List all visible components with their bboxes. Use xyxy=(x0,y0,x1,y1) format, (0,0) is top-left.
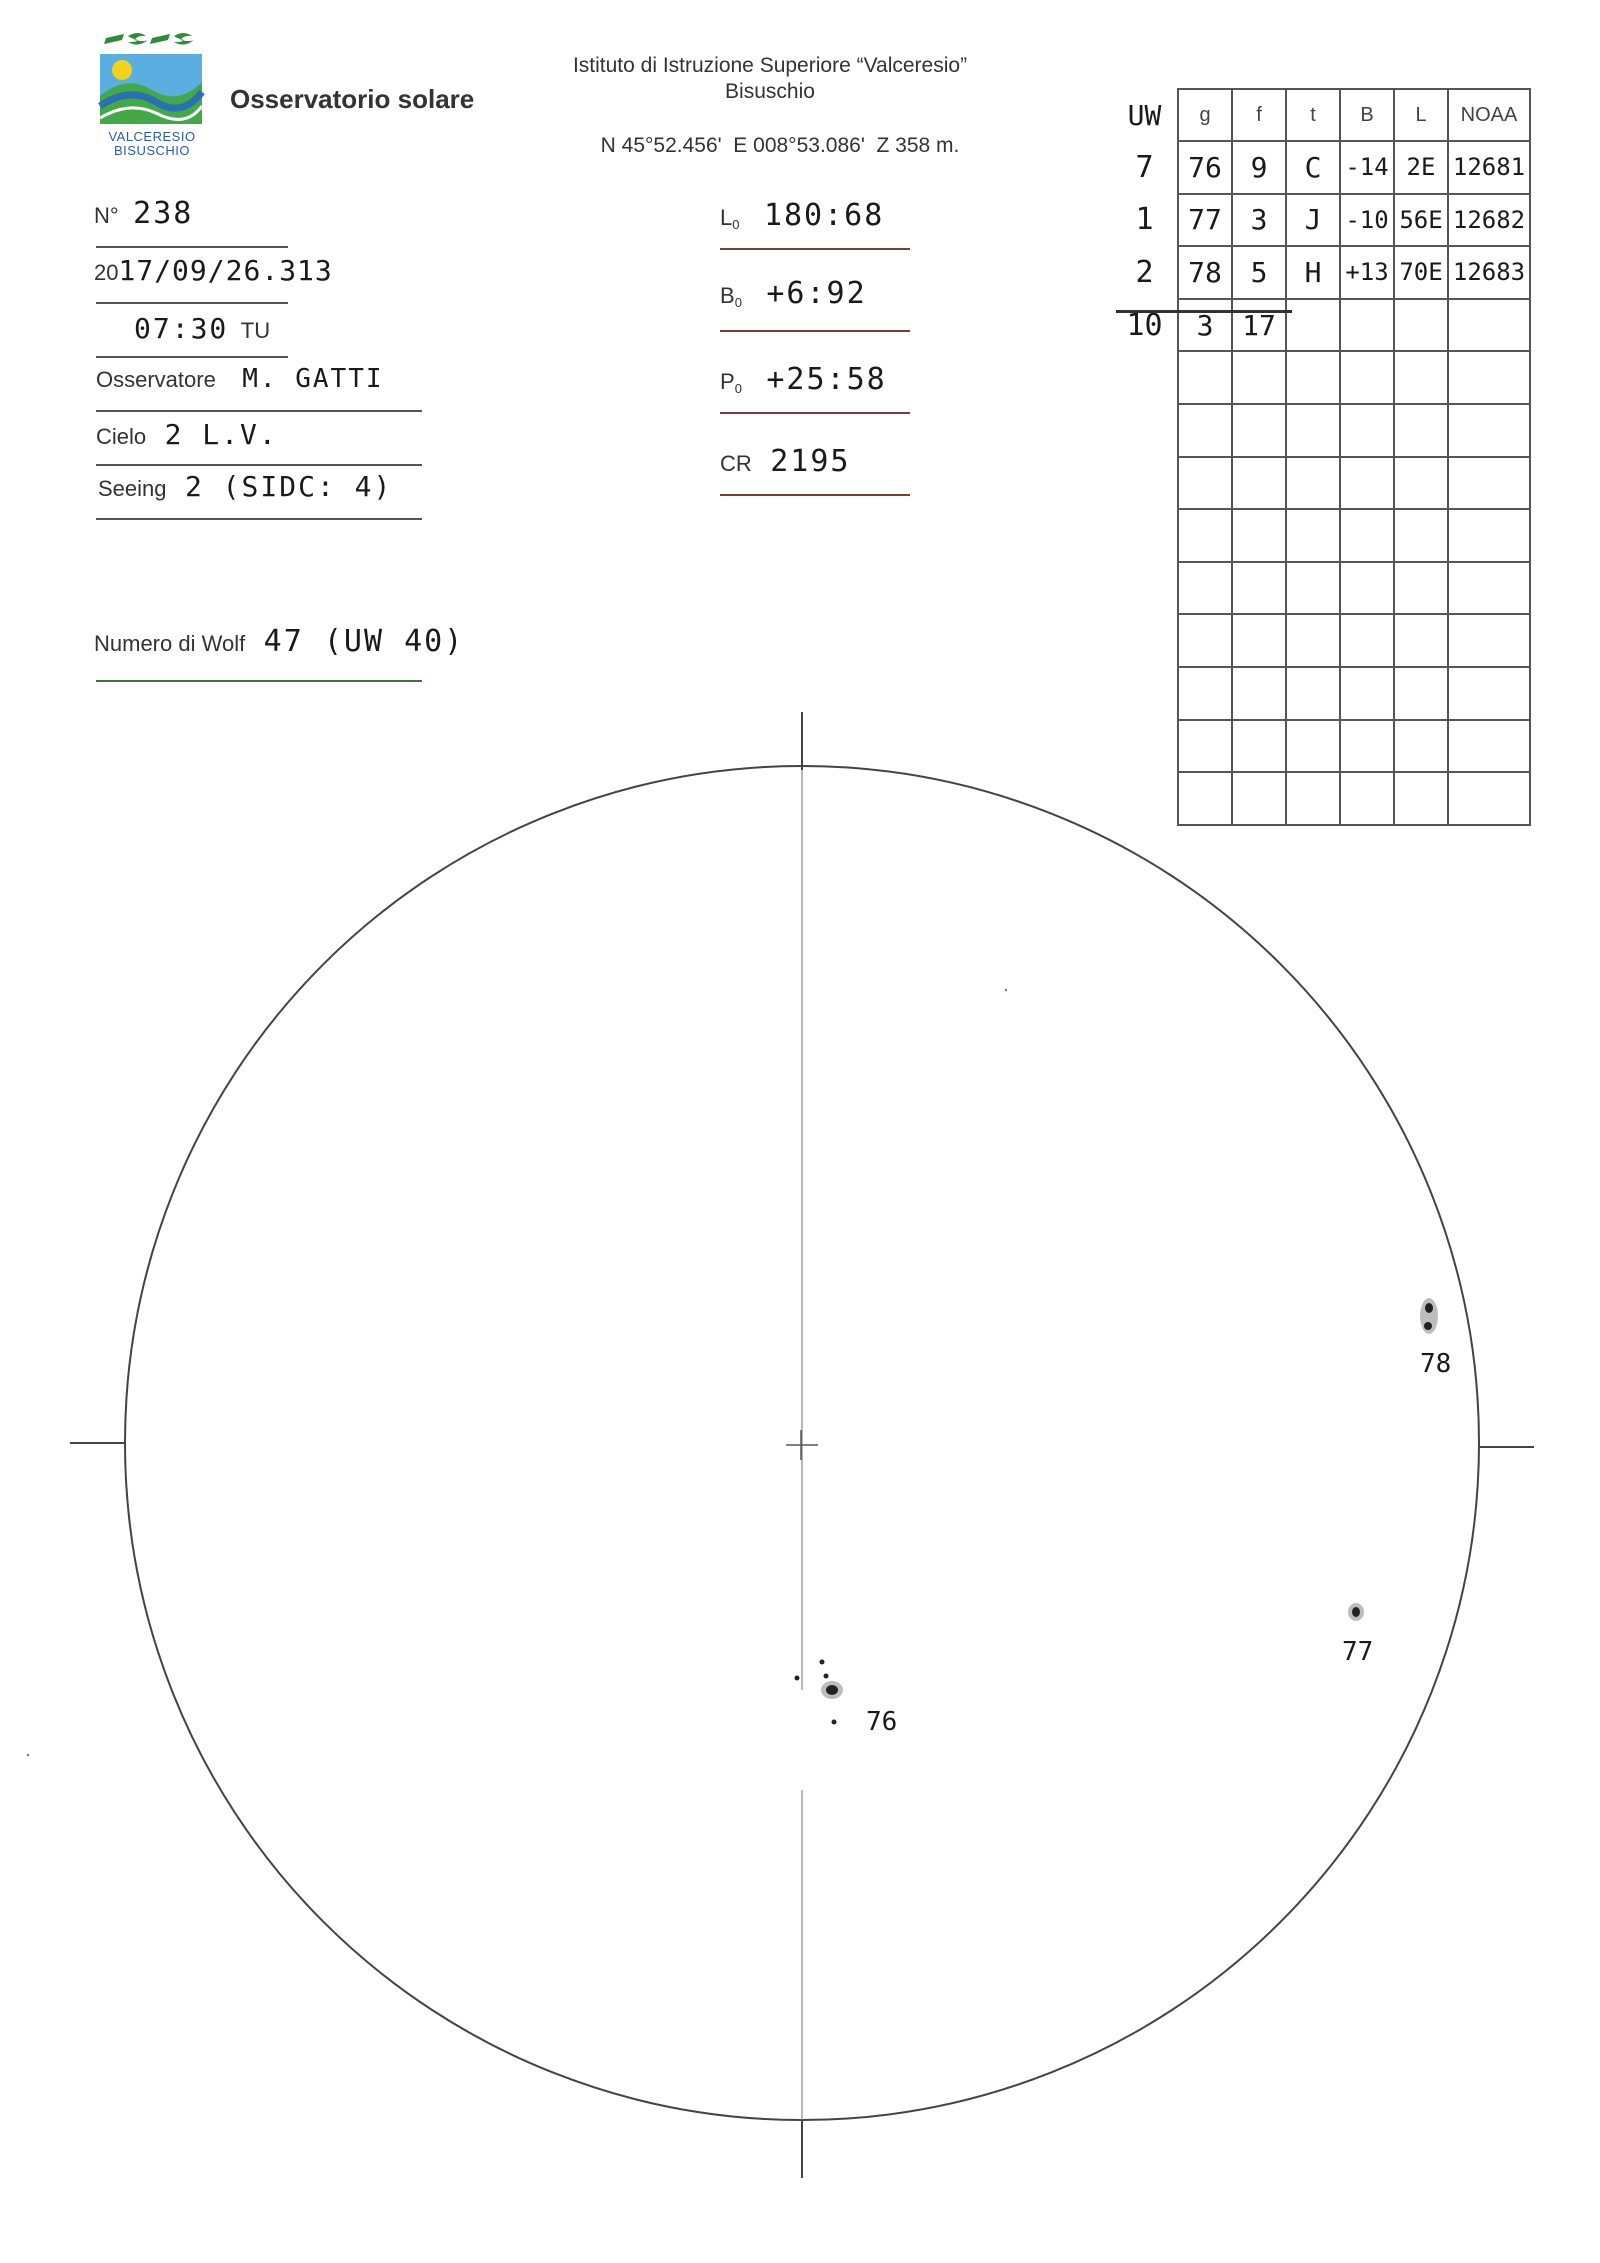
cell-empty xyxy=(1286,404,1340,457)
l0-label: L xyxy=(720,205,733,230)
cell-empty xyxy=(1394,509,1448,562)
cell-empty xyxy=(1232,404,1286,457)
b0-label: B xyxy=(720,283,735,308)
cr-value: 2195 xyxy=(770,444,851,479)
record-number-label: N° xyxy=(94,203,119,228)
cell-empty xyxy=(1178,562,1232,615)
cell-empty xyxy=(1340,562,1394,615)
cell-uw: 2 xyxy=(1135,254,1154,290)
p0-value: +25:58 xyxy=(766,362,887,397)
b0-value: +6:92 xyxy=(766,276,867,311)
cell-l: 56E xyxy=(1394,194,1448,247)
cell-f: 3 xyxy=(1232,194,1286,247)
p0-label: P xyxy=(720,369,735,394)
cell-uw: 1 xyxy=(1135,202,1154,238)
cell-t xyxy=(1286,299,1340,352)
cell-empty xyxy=(1340,457,1394,510)
cell-b: -10 xyxy=(1340,194,1394,247)
cell-g: 3 xyxy=(1178,299,1232,352)
cell-g: 78 xyxy=(1178,246,1232,299)
header-uw: UW xyxy=(1127,98,1162,132)
cell-empty xyxy=(1286,614,1340,667)
cell-empty xyxy=(1394,404,1448,457)
table-row-empty xyxy=(1112,404,1530,457)
cell-b: +13 xyxy=(1340,246,1394,299)
table-row xyxy=(1112,299,1530,352)
rule-wolf xyxy=(96,680,422,682)
record-number xyxy=(94,196,193,231)
observatory-title: Osservatorio solare xyxy=(230,84,475,114)
cell-empty xyxy=(1232,562,1286,615)
sky-label: Cielo xyxy=(96,424,147,449)
cell-empty xyxy=(1340,614,1394,667)
institute-town: Bisuschio xyxy=(725,80,815,103)
institute-name: Istituto di Istruzione Superiore “Valceresio” xyxy=(572,54,968,77)
wolf-value: 47 (UW 40) xyxy=(263,624,465,659)
b0-sub: 0 xyxy=(734,295,742,311)
observer-value: M. GATTI xyxy=(242,364,384,394)
institute-logo xyxy=(96,26,208,160)
table-row xyxy=(1112,141,1530,194)
cell-empty xyxy=(1394,614,1448,667)
observer-field xyxy=(96,364,384,394)
rule-p0 xyxy=(720,412,910,414)
cell-empty xyxy=(1448,509,1530,562)
cell-noaa: 12681 xyxy=(1448,141,1530,194)
observation-date xyxy=(94,254,333,287)
cell-t: J xyxy=(1286,194,1340,247)
total-separator-line xyxy=(1116,310,1292,313)
seeing-value: 2 (SIDC: 4) xyxy=(184,470,393,503)
speck xyxy=(27,1754,29,1756)
table-row-empty xyxy=(1112,562,1530,615)
seeing-field xyxy=(98,470,392,503)
observatory-coordinates: N 45°52.456' E 008°53.086' Z 358 m. xyxy=(600,134,960,157)
wolf-label: Numero di Wolf xyxy=(94,631,246,656)
cell-empty xyxy=(1112,351,1178,404)
sky-field xyxy=(96,418,278,451)
cell-empty xyxy=(1340,509,1394,562)
cr-label: CR xyxy=(720,451,752,476)
rule-observer xyxy=(96,410,422,412)
cell-empty xyxy=(1232,614,1286,667)
cell-empty xyxy=(1286,351,1340,404)
rule-time xyxy=(96,356,288,358)
ephemeris-l0 xyxy=(720,198,884,233)
cell-l: 70E xyxy=(1394,246,1448,299)
cell-g: 76 xyxy=(1178,141,1232,194)
cell-empty xyxy=(1232,457,1286,510)
observer-label: Osservatore xyxy=(96,367,216,392)
sunspot-group-76 xyxy=(795,1660,898,1738)
header-f: f xyxy=(1232,89,1286,141)
wolf-number-field xyxy=(94,624,464,659)
rule-number xyxy=(96,246,288,248)
rule-cr xyxy=(720,494,910,496)
record-number-value: 238 xyxy=(133,196,194,231)
cell-empty xyxy=(1232,351,1286,404)
cell-empty xyxy=(1394,457,1448,510)
header-b: B xyxy=(1340,89,1394,141)
cell-empty xyxy=(1178,614,1232,667)
group-label-78: 78 xyxy=(1420,1349,1452,1379)
cell-t: C xyxy=(1286,141,1340,194)
cell-empty xyxy=(1232,509,1286,562)
table-header-row xyxy=(1112,89,1530,141)
cell-empty xyxy=(1112,562,1178,615)
cell-empty xyxy=(1448,457,1530,510)
header-l: L xyxy=(1394,89,1448,141)
cell-empty xyxy=(1286,562,1340,615)
cell-empty xyxy=(1340,351,1394,404)
cell-empty xyxy=(1178,351,1232,404)
cell-empty xyxy=(1286,509,1340,562)
cell-empty xyxy=(1286,457,1340,510)
cell-t: H xyxy=(1286,246,1340,299)
solar-disk-drawing xyxy=(0,700,1600,2200)
ephemeris-p0 xyxy=(720,362,887,397)
speck xyxy=(1005,989,1007,991)
header-g: g xyxy=(1178,89,1232,141)
table-row xyxy=(1112,246,1530,299)
l0-sub: 0 xyxy=(732,217,740,233)
cell-empty xyxy=(1178,509,1232,562)
rule-b0 xyxy=(720,330,910,332)
sunspot-group-78 xyxy=(1420,1298,1451,1379)
rule-seeing xyxy=(96,518,422,520)
rule-l0 xyxy=(720,248,910,250)
cell-noaa: 12683 xyxy=(1448,246,1530,299)
cell-empty xyxy=(1448,351,1530,404)
cell-noaa: 12682 xyxy=(1448,194,1530,247)
logo-text-line1: VALCERESIO xyxy=(108,129,196,144)
cell-b: -14 xyxy=(1340,141,1394,194)
cell-empty xyxy=(1112,614,1178,667)
cell-empty xyxy=(1448,614,1530,667)
cell-empty xyxy=(1394,562,1448,615)
cell-f: 9 xyxy=(1232,141,1286,194)
ephemeris-b0 xyxy=(720,276,867,311)
cell-uw: 10 xyxy=(1126,307,1163,343)
cell-empty xyxy=(1112,457,1178,510)
cell-f: 5 xyxy=(1232,246,1286,299)
group-label-77: 77 xyxy=(1342,1637,1374,1667)
cell-empty xyxy=(1448,562,1530,615)
cell-l: 2E xyxy=(1394,141,1448,194)
group-label-76: 76 xyxy=(866,1707,898,1737)
cell-g: 77 xyxy=(1178,194,1232,247)
header-noaa: NOAA xyxy=(1448,89,1530,141)
p0-sub: 0 xyxy=(734,381,742,397)
rule-date xyxy=(96,302,288,304)
cell-empty xyxy=(1394,351,1448,404)
cell-empty xyxy=(1448,404,1530,457)
rule-sky xyxy=(96,464,422,466)
carrington-rotation xyxy=(720,444,850,479)
cell-empty xyxy=(1178,457,1232,510)
seeing-label: Seeing xyxy=(98,476,167,501)
header-t: t xyxy=(1286,89,1340,141)
time-unit: TU xyxy=(240,318,271,343)
time-value: 07:30 xyxy=(134,312,229,345)
cell-uw: 7 xyxy=(1135,149,1154,185)
cell-empty xyxy=(1112,404,1178,457)
cell-empty xyxy=(1112,509,1178,562)
table-row xyxy=(1112,194,1530,247)
cell-l xyxy=(1394,299,1448,352)
cell-f: 17 xyxy=(1232,299,1286,352)
table-row-empty xyxy=(1112,457,1530,510)
logo-text-line2: BISUSCHIO xyxy=(113,143,190,158)
date-value: 17/09/26.313 xyxy=(118,254,333,287)
observation-time xyxy=(134,312,270,345)
date-printed-prefix: 20 xyxy=(94,260,119,285)
table-row-empty xyxy=(1112,351,1530,404)
cell-empty xyxy=(1178,404,1232,457)
sunspot-group-77 xyxy=(1342,1603,1373,1667)
cell-b xyxy=(1340,299,1394,352)
l0-value: 180:68 xyxy=(763,198,885,233)
table-row-empty xyxy=(1112,509,1530,562)
sky-value: 2 L.V. xyxy=(164,418,278,451)
cell-noaa xyxy=(1448,299,1530,352)
table-row-empty xyxy=(1112,614,1530,667)
cell-empty xyxy=(1340,404,1394,457)
